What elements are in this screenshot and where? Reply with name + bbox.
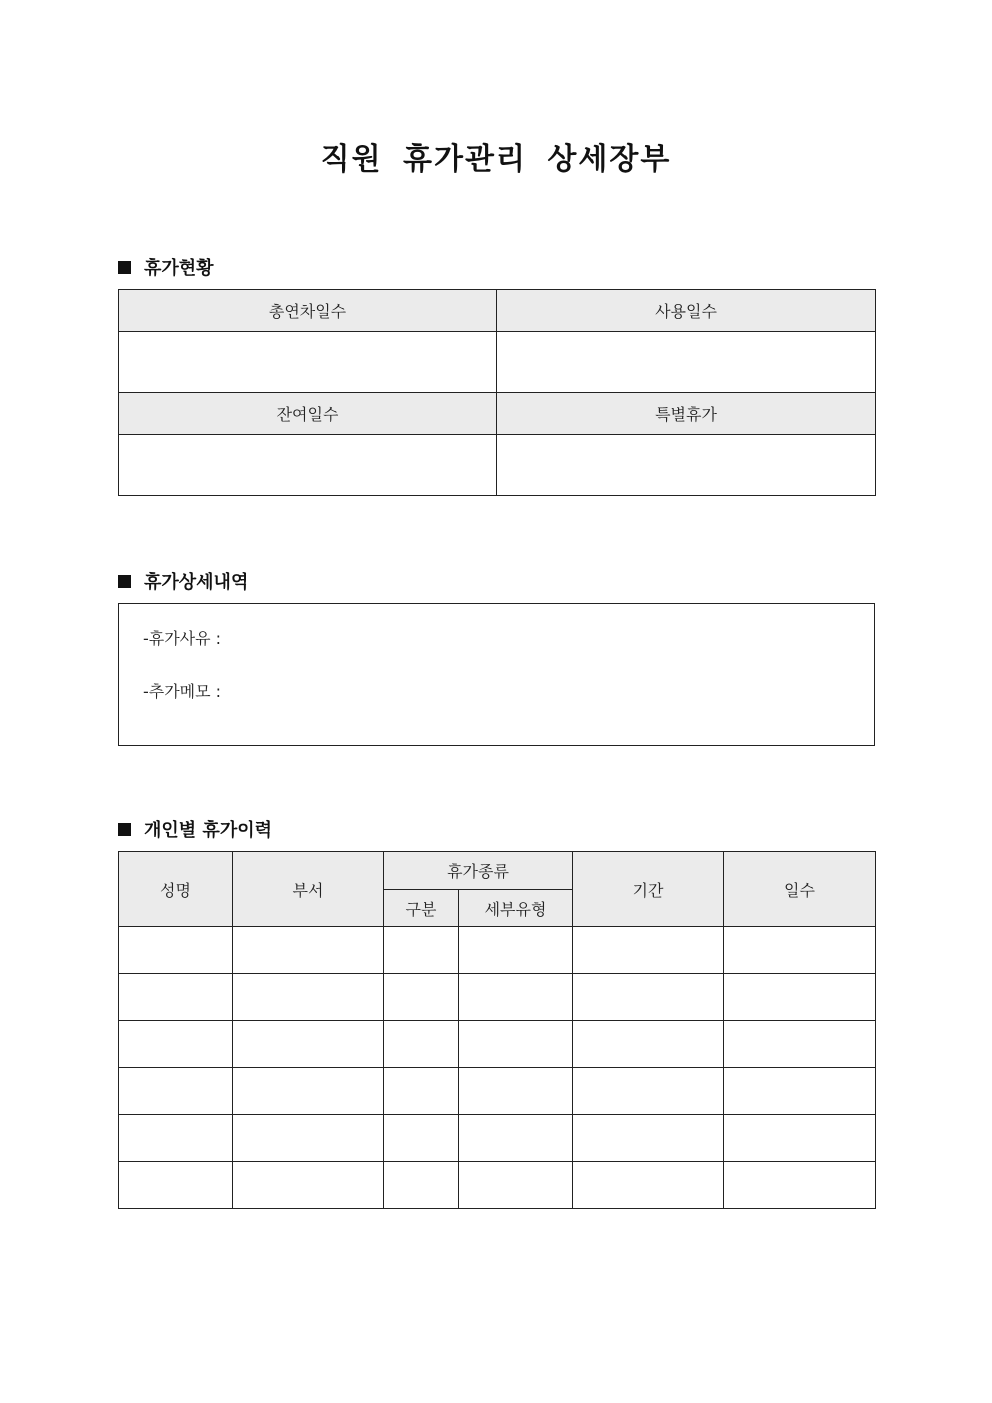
square-bullet-icon	[118, 823, 131, 836]
section-heading-history	[118, 816, 272, 842]
table-cell[interactable]	[724, 1115, 876, 1162]
header-days: 일수	[724, 852, 876, 927]
table-cell[interactable]	[573, 927, 724, 974]
table-cell[interactable]	[233, 927, 384, 974]
table-cell[interactable]	[724, 1021, 876, 1068]
square-bullet-icon	[118, 575, 131, 588]
header-category: 구분	[384, 890, 459, 927]
leave-status-table	[118, 289, 876, 496]
used-days-field[interactable]	[497, 332, 876, 393]
square-bullet-icon	[118, 261, 131, 274]
table-cell[interactable]	[233, 1068, 384, 1115]
table-row	[119, 927, 876, 974]
leave-history-table	[118, 851, 876, 1209]
table-cell[interactable]	[573, 1068, 724, 1115]
total-annual-days-field[interactable]	[119, 332, 497, 393]
section-heading-label: 휴가상세내역	[144, 572, 249, 593]
leave-reason-label: -휴가사유 :	[143, 629, 222, 648]
table-cell[interactable]	[119, 1162, 233, 1209]
header-period: 기간	[573, 852, 724, 927]
section-heading-status	[118, 254, 214, 280]
table-cell[interactable]	[724, 974, 876, 1021]
table-cell[interactable]	[384, 1068, 459, 1115]
table-cell[interactable]	[573, 1115, 724, 1162]
table-cell[interactable]	[573, 1162, 724, 1209]
header-department: 부서	[233, 852, 384, 927]
table-cell[interactable]	[724, 927, 876, 974]
table-cell[interactable]	[384, 1162, 459, 1209]
remaining-days-field[interactable]	[119, 435, 497, 496]
table-cell[interactable]	[384, 974, 459, 1021]
section-heading-label: 개인별 휴가이력	[144, 820, 272, 841]
table-cell[interactable]	[459, 927, 573, 974]
table-cell[interactable]	[459, 1162, 573, 1209]
special-leave-label: 특별휴가	[497, 393, 876, 435]
table-cell[interactable]	[119, 974, 233, 1021]
table-cell[interactable]	[233, 1021, 384, 1068]
section-heading-label: 휴가현황	[144, 258, 214, 279]
table-row	[119, 1115, 876, 1162]
table-cell[interactable]	[384, 927, 459, 974]
header-detail-type: 세부유형	[459, 890, 573, 927]
table-row	[119, 1162, 876, 1209]
additional-memo-label: -추가메모 :	[143, 682, 222, 701]
table-cell[interactable]	[459, 1021, 573, 1068]
table-cell[interactable]	[724, 1068, 876, 1115]
leave-detail-box[interactable]	[118, 603, 875, 746]
table-row	[119, 974, 876, 1021]
table-cell[interactable]	[573, 1021, 724, 1068]
table-cell[interactable]	[119, 1068, 233, 1115]
table-cell[interactable]	[119, 927, 233, 974]
remaining-days-label: 잔여일수	[119, 393, 497, 435]
table-cell[interactable]	[459, 1068, 573, 1115]
table-cell[interactable]	[724, 1162, 876, 1209]
table-cell[interactable]	[459, 974, 573, 1021]
table-row	[119, 1021, 876, 1068]
total-annual-days-label: 총연차일수	[119, 290, 497, 332]
section-heading-detail	[118, 568, 248, 594]
table-cell[interactable]	[459, 1115, 573, 1162]
table-cell[interactable]	[119, 1115, 233, 1162]
header-name: 성명	[119, 852, 233, 927]
page-title: 직원 휴가관리 상세장부	[320, 142, 672, 177]
table-cell[interactable]	[573, 974, 724, 1021]
table-cell[interactable]	[119, 1021, 233, 1068]
header-leave-type: 휴가종류	[384, 852, 573, 890]
table-cell[interactable]	[384, 1021, 459, 1068]
table-cell[interactable]	[233, 1162, 384, 1209]
table-cell[interactable]	[233, 1115, 384, 1162]
special-leave-field[interactable]	[497, 435, 876, 496]
table-cell[interactable]	[233, 974, 384, 1021]
table-row	[119, 1068, 876, 1115]
table-cell[interactable]	[384, 1115, 459, 1162]
used-days-label: 사용일수	[497, 290, 876, 332]
